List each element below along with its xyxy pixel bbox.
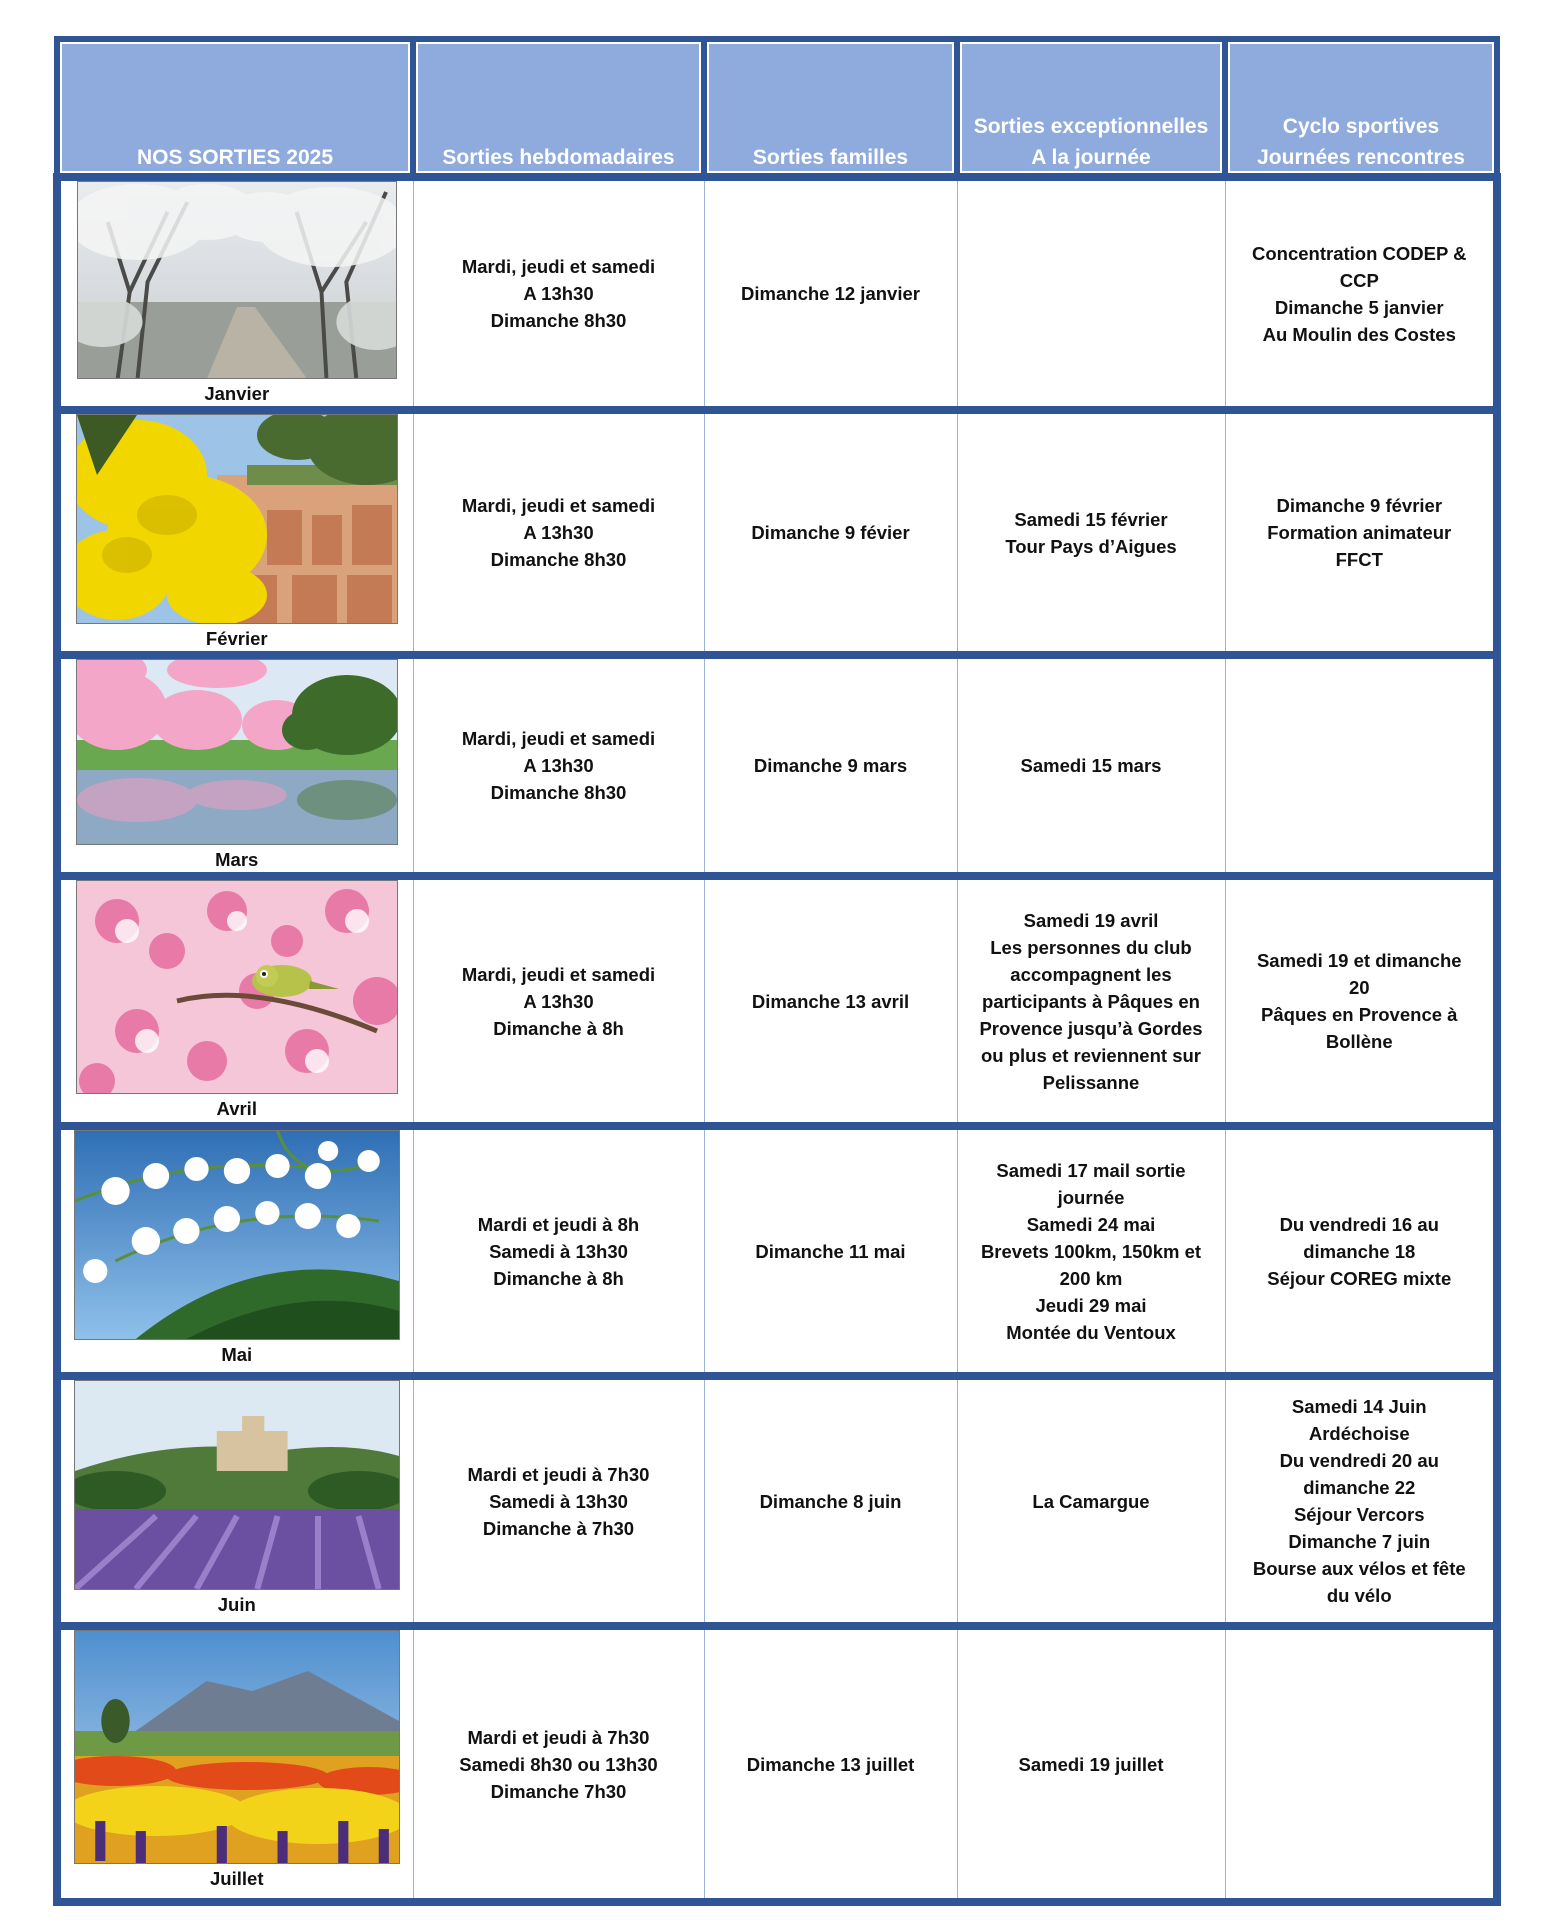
cell-text-line: Au Moulin des Costes bbox=[1262, 323, 1456, 345]
month-label: Juin bbox=[217, 1594, 256, 1615]
mimosa-village-photo bbox=[76, 414, 398, 624]
cell-text-line: Pâques en Provence à bbox=[1261, 1004, 1458, 1025]
exceptional-cell bbox=[957, 1376, 1225, 1626]
cell-text-line: Samedi à 13h30 bbox=[489, 1490, 628, 1512]
header-line: NOS SORTIES 2025 bbox=[136, 146, 334, 169]
month-cell bbox=[57, 1376, 413, 1626]
cell-text-line: Dimanche 7 juin bbox=[1288, 1531, 1431, 1552]
weekly-cell bbox=[413, 1626, 704, 1902]
cell-text-line: Samedi 15 février bbox=[1014, 508, 1168, 530]
month-label: Mai bbox=[221, 1344, 253, 1365]
cell-text-line: dimanche 22 bbox=[1303, 1477, 1416, 1498]
cell-text-line: Samedi 19 avril bbox=[1023, 909, 1159, 931]
weekly-cell bbox=[413, 1376, 704, 1626]
cell-text-line: Mardi et jeudi à 8h bbox=[477, 1213, 640, 1235]
family-cell bbox=[704, 410, 957, 655]
cell-text-line: Mardi, jeudi et samedi bbox=[461, 256, 656, 277]
table-row bbox=[57, 655, 1497, 876]
schedule-table bbox=[53, 36, 1501, 1906]
weekly-cell bbox=[413, 410, 704, 655]
exceptional-cell bbox=[957, 876, 1225, 1126]
header-cell-2 bbox=[704, 39, 957, 177]
cell-text-line: Mardi et jeudi à 7h30 bbox=[467, 1726, 650, 1748]
cell-text-line: Samedi 14 Juin bbox=[1291, 1396, 1427, 1417]
header-line: A la journée bbox=[1031, 146, 1151, 169]
cell-text-line: CCP bbox=[1339, 269, 1379, 291]
cell-text-line: A 13h30 bbox=[523, 990, 594, 1012]
winter-frost-trees-photo bbox=[77, 181, 397, 379]
cell-text-line: FFCT bbox=[1335, 549, 1383, 570]
header-line: Journées rencontres bbox=[1257, 146, 1465, 169]
header-line: Cyclo sportives bbox=[1282, 115, 1440, 138]
month-cell bbox=[57, 1126, 413, 1376]
month-cell bbox=[57, 876, 413, 1126]
cell-text-line: Tour Pays d’Aigues bbox=[1005, 535, 1177, 557]
cherry-blossom-bird-photo bbox=[76, 880, 398, 1094]
cell-text-line: journée bbox=[1057, 1186, 1125, 1208]
cyclo-cell bbox=[1225, 1626, 1497, 1902]
cell-text-line: Dimanche 9 mars bbox=[753, 755, 908, 776]
family-cell bbox=[704, 876, 957, 1126]
cell-text-line: Dimanche à 7h30 bbox=[482, 1517, 635, 1539]
family-cell bbox=[704, 1126, 957, 1376]
cell-text-line: Bourse aux vélos et fête bbox=[1252, 1558, 1466, 1579]
exceptional-cell bbox=[957, 177, 1225, 410]
lily-of-the-valley-photo bbox=[74, 1130, 400, 1340]
cell-text-line: Dimanche 8h30 bbox=[490, 782, 627, 803]
cell-text-line: Dimanche 8h30 bbox=[490, 310, 627, 331]
cell-text-line: Dimanche 5 janvier bbox=[1274, 296, 1444, 318]
cell-text-line: Samedi à 13h30 bbox=[489, 1240, 628, 1262]
cell-text-line: Mardi, jeudi et samedi bbox=[461, 728, 656, 749]
header-cell-4 bbox=[1225, 39, 1497, 177]
table-row bbox=[57, 1376, 1497, 1626]
month-label: Mars bbox=[215, 849, 259, 870]
table-row bbox=[57, 410, 1497, 655]
cell-text-line: Dimanche 13 avril bbox=[751, 990, 910, 1012]
month-label: Avril bbox=[216, 1098, 257, 1119]
header-line: Sorties exceptionnelles bbox=[973, 115, 1209, 138]
cell-text-line: Dimanche 7h30 bbox=[490, 1780, 627, 1802]
cell-text-line: Montée du Ventoux bbox=[1006, 1321, 1176, 1343]
cell-text-line: Du vendredi 16 au bbox=[1279, 1213, 1439, 1235]
month-cell bbox=[57, 177, 413, 410]
family-cell bbox=[704, 177, 957, 410]
table-row bbox=[57, 177, 1497, 410]
cyclo-cell bbox=[1225, 1376, 1497, 1626]
cell-text-line: 20 bbox=[1348, 977, 1370, 998]
cell-text-line: Séjour COREG mixte bbox=[1267, 1267, 1452, 1289]
cell-text-line: Séjour Vercors bbox=[1293, 1504, 1425, 1525]
cell-text-line: Dimanche à 8h bbox=[493, 1017, 624, 1039]
weekly-cell bbox=[413, 1126, 704, 1376]
month-label: Juillet bbox=[210, 1868, 264, 1889]
schedule-page bbox=[53, 36, 1493, 1906]
weekly-cell bbox=[413, 177, 704, 410]
cell-text-line: du vélo bbox=[1326, 1585, 1392, 1606]
month-label: Janvier bbox=[204, 383, 270, 404]
month-cell bbox=[57, 410, 413, 655]
cyclo-cell bbox=[1225, 1126, 1497, 1376]
exceptional-cell bbox=[957, 1626, 1225, 1902]
cell-text-line: Bollène bbox=[1325, 1031, 1393, 1052]
table-row bbox=[57, 1126, 1497, 1376]
header-row bbox=[57, 39, 1497, 177]
cell-text-line: Samedi 24 mai bbox=[1026, 1213, 1156, 1235]
summer-flowers-mountain-photo bbox=[74, 1630, 400, 1864]
header-line: Sorties familles bbox=[752, 146, 909, 169]
cyclo-cell bbox=[1225, 876, 1497, 1126]
exceptional-cell bbox=[957, 1126, 1225, 1376]
cyclo-cell bbox=[1225, 177, 1497, 410]
family-cell bbox=[704, 655, 957, 876]
header-cell-0 bbox=[57, 39, 413, 177]
cell-text-line: Dimanche 12 janvier bbox=[741, 283, 920, 304]
header-line: Sorties hebdomadaires bbox=[442, 146, 675, 169]
month-cell bbox=[57, 655, 413, 876]
cell-text-line: 200 km bbox=[1059, 1267, 1123, 1289]
month-label: Février bbox=[205, 628, 268, 649]
exceptional-cell bbox=[957, 655, 1225, 876]
cell-text-line: Du vendredi 20 au bbox=[1279, 1450, 1439, 1471]
cell-text-line: Mardi, jeudi et samedi bbox=[461, 495, 656, 516]
cell-text-line: Samedi 19 juillet bbox=[1018, 1753, 1164, 1775]
cell-text-line: Samedi 15 mars bbox=[1020, 755, 1162, 776]
cell-text-line: Pelissanne bbox=[1042, 1071, 1140, 1093]
month-cell bbox=[57, 1626, 413, 1902]
weekly-cell bbox=[413, 876, 704, 1126]
cell-text-line: A 13h30 bbox=[523, 522, 594, 543]
cell-text-line: dimanche 18 bbox=[1303, 1240, 1416, 1262]
cell-text-line: Jeudi 29 mai bbox=[1035, 1294, 1147, 1316]
cell-text-line: Dimanche 11 mai bbox=[755, 1240, 906, 1262]
cell-text-line: Dimanche 9 février bbox=[1276, 495, 1443, 516]
family-cell bbox=[704, 1376, 957, 1626]
cell-text-line: Dimanche 9 févier bbox=[751, 522, 910, 543]
cell-text-line: ou plus et reviennent sur bbox=[981, 1044, 1201, 1066]
cell-text-line: Formation animateur bbox=[1267, 522, 1452, 543]
cell-text-line: Dimanche 13 juillet bbox=[746, 1753, 915, 1775]
cell-text-line: A 13h30 bbox=[523, 283, 594, 304]
table-row bbox=[57, 876, 1497, 1126]
blossom-lake-photo bbox=[76, 659, 398, 845]
cell-text-line: Dimanche 8h30 bbox=[490, 549, 627, 570]
cell-text-line: Mardi et jeudi à 7h30 bbox=[467, 1463, 650, 1485]
header-cell-3 bbox=[957, 39, 1225, 177]
cell-text-line: La Camargue bbox=[1032, 1490, 1150, 1512]
header-cell-1 bbox=[413, 39, 704, 177]
cell-text-line: Dimanche 8 juin bbox=[759, 1490, 902, 1512]
cell-text-line: Samedi 8h30 ou 13h30 bbox=[459, 1753, 658, 1775]
weekly-cell bbox=[413, 655, 704, 876]
cell-text-line: Provence jusqu’à Gordes bbox=[979, 1017, 1203, 1039]
cell-text-line: Ardéchoise bbox=[1308, 1423, 1410, 1444]
cell-text-line: Samedi 19 et dimanche bbox=[1256, 950, 1462, 971]
table-row bbox=[57, 1626, 1497, 1902]
cell-text-line: Concentration CODEP & bbox=[1252, 242, 1467, 264]
cyclo-cell bbox=[1225, 410, 1497, 655]
cell-text-line: A 13h30 bbox=[523, 755, 594, 776]
cell-text-line: Dimanche à 8h bbox=[493, 1267, 624, 1289]
cell-text-line: Mardi, jeudi et samedi bbox=[461, 963, 656, 985]
exceptional-cell bbox=[957, 410, 1225, 655]
cell-text-line: participants à Pâques en bbox=[982, 990, 1200, 1012]
cell-text-line: Samedi 17 mail sortie bbox=[996, 1159, 1186, 1181]
lavender-village-photo bbox=[74, 1380, 400, 1590]
family-cell bbox=[704, 1626, 957, 1902]
cyclo-cell bbox=[1225, 655, 1497, 876]
cell-text-line: Les personnes du club bbox=[990, 936, 1192, 958]
cell-text-line: Brevets 100km, 150km et bbox=[980, 1240, 1202, 1262]
cell-text-line: accompagnent les bbox=[1010, 963, 1172, 985]
